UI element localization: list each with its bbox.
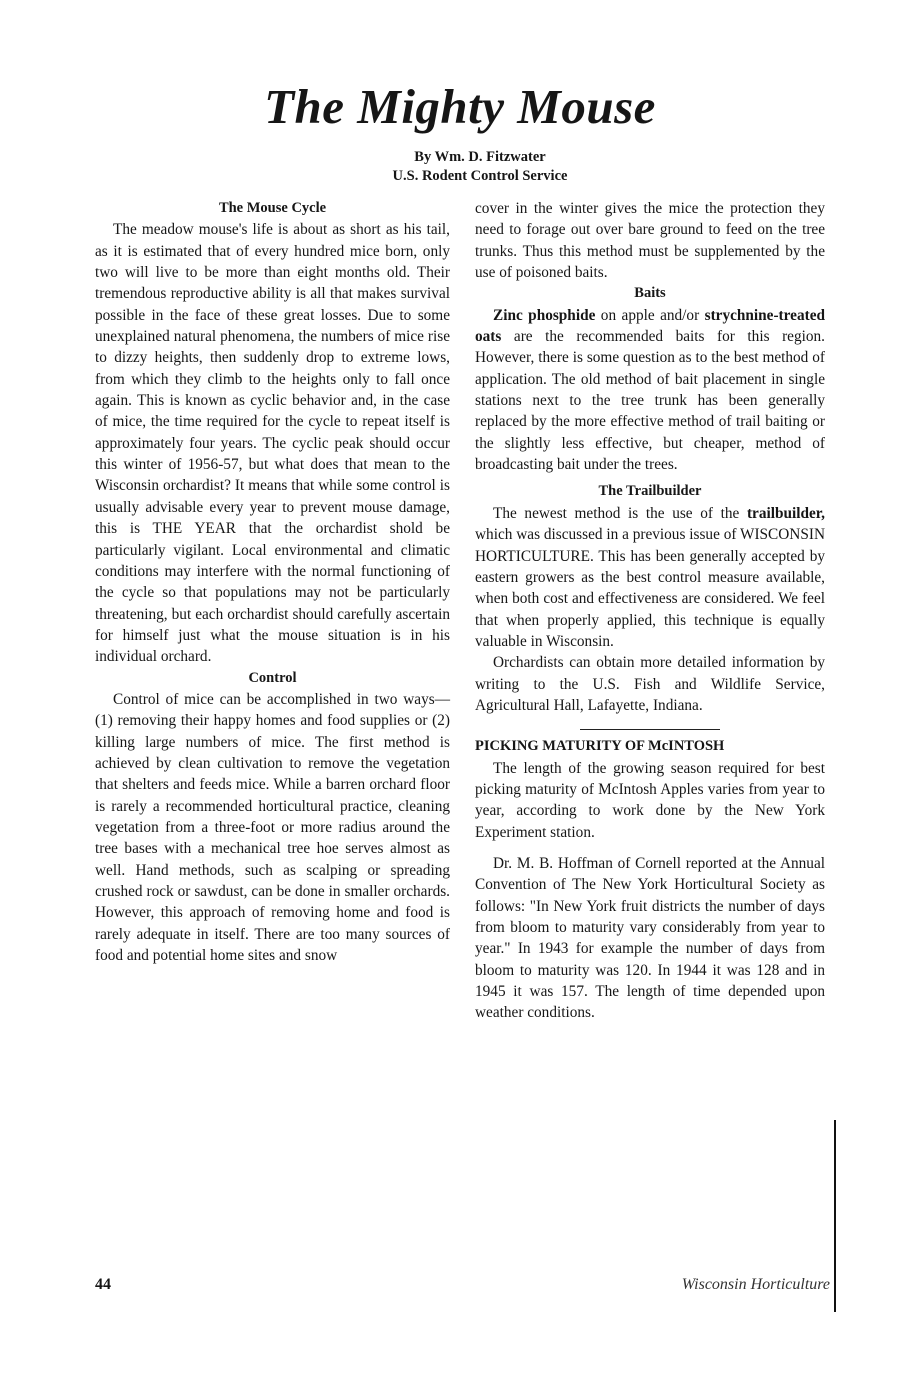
article-title: The Mighty Mouse xyxy=(264,79,656,134)
bold-zinc-phosphide: Zinc phosphide xyxy=(493,306,596,324)
baits-text-2: are the recommended baits for this region. However, there is some question as to the best method of application. The old method of bait placement in single stations next to the tree trunk has been generally replaced by the more effective method of trail baiting or the slightly less effective, but cheaper, method of broadcasting bait under the trees. xyxy=(475,328,825,474)
author: By Wm. D. Fitzwater xyxy=(414,149,546,165)
section-divider xyxy=(580,729,720,730)
paragraph-trailbuilder xyxy=(475,503,825,652)
bold-strychnine-oats: strychnine-treated oats xyxy=(475,306,825,346)
article-heading-mcintosh: PICKING MATURITY OF McINTOSH xyxy=(475,738,725,755)
paragraph-control: Control of mice can be accomplished in two ways—(1) removing their happy homes and food supplies or (2) killing large numbers of mice. The first method is achieved by clean cultivation to remove the vegetation that shelters and feeds mice. While a barren orchard floor is rarely a recommended horticultural practice, cleaning vegetation from a three-foot or more radius around the tree bases with a mechanical tree hoe serves almost as well. Hand methods, such as scalping or spreading crushed rock or sawdust, can be done in smaller orchards. However, this approach of removing home and food is rarely adequate in itself. There are too many sources of food and potential home sites and snow xyxy=(95,690,450,965)
baits-text-1: on apple and/or xyxy=(595,306,705,324)
section-heading-control: Control xyxy=(248,669,297,686)
right-column xyxy=(475,198,825,1024)
section-heading-baits: Baits xyxy=(634,285,666,302)
paragraph-trailbuilder-contact: Orchardists can obtain more detailed information by writing to the U.S. Fish and Wildlife Service, Agricultural Hall, Lafayette, Indiana. xyxy=(475,654,825,714)
paragraph-baits xyxy=(475,305,825,476)
paragraph-continuation: cover in the winter gives the mice the protection they need to forage out over bare ground to feed on the tree trunks. Thus this method must be supplemented by the use of poisoned baits. xyxy=(475,200,825,282)
publication-name: Wisconsin Horticulture xyxy=(681,1276,830,1293)
paragraph-mcintosh-2: Dr. M. B. Hoffman of Cornell reported at the Annual Convention of The New York Horticultural Society as follows: "In New York fruit districts the number of days from bloom to maturity vary considerably from year to year." In 1943 for example the number of days from bloom to maturity was 120. In 1944 it was 128 and in 1945 it was 157. The length of time depended upon weather conditions. xyxy=(475,854,825,1022)
page-number: 44 xyxy=(95,1276,111,1293)
author-affiliation: U.S. Rodent Control Service xyxy=(392,168,568,184)
byline xyxy=(300,148,660,186)
section-heading-trailbuilder: The Trailbuilder xyxy=(598,483,702,500)
left-column xyxy=(95,198,450,966)
section-heading-mouse-cycle: The Mouse Cycle xyxy=(218,200,327,216)
margin-rule xyxy=(834,1120,836,1312)
trailbuilder-text-2: which was discussed in a previous issue of WISCONSIN HORTICULTURE. This has been generally accepted by eastern growers as the best control measure available, when both cost and effectiveness are considered. We feel that when properly applied, this technique is equally valuable in Wisconsin. xyxy=(475,526,825,650)
bold-trailbuilder: trailbuilder, xyxy=(746,504,825,522)
trailbuilder-text-1: The newest method is the use of the xyxy=(493,504,747,522)
paragraph-mcintosh-1: The length of the growing season required for best picking maturity of McIntosh Apples varies from year to year, according to work done by the New York Experiment station. xyxy=(475,759,825,841)
paragraph-mouse-cycle: The meadow mouse's life is about as short as his tail, as it is estimated that of every hundred mice born, only two will live to be more than eight months old. Their tremendous reproductive ability is all that makes survival possible in the face of these great losses. Due to some unexplained natural phenomena, the numbers of mice rise to dizzy heights, then suddenly drop to extreme lows, from which they climb to the heights only to fall once again. This is known as cyclic behavior and, in the case of mice, the time required for the cycle to repeat itself is approximately four years. The cyclic peak should occur this winter of 1956-57, but what does that mean to the Wisconsin orchardist? It means that while some control is usually advisable every year to prevent mouse damage, this is THE YEAR that the orchardist shold be particularly vigilant. Local environmental and climatic conditions may interfere with the normal functioning of the cycle so that populations may not be particularly threatening, but each orchardist should carefully ascertain for himself just what the mouse situation is in his individual orchard. xyxy=(95,221,450,666)
